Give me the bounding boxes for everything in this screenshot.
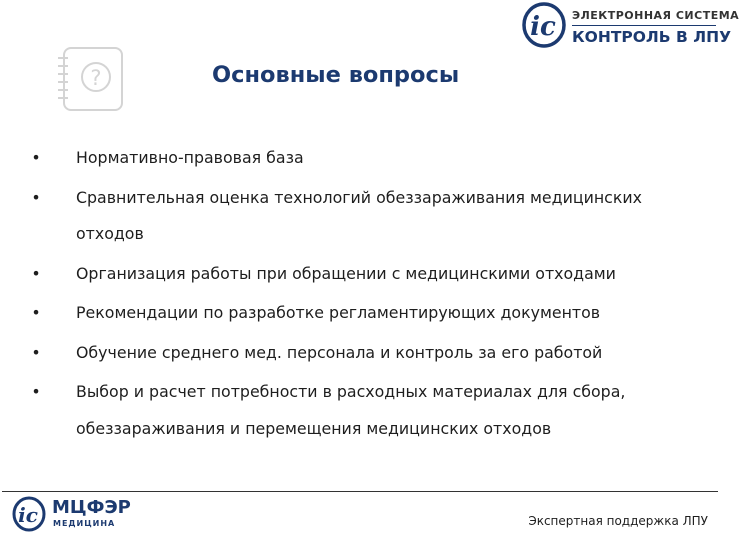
bullet-dot: • — [31, 263, 41, 283]
footer-emblem-icon — [12, 496, 46, 532]
list-item-text: Обучение среднего мед. персонала и контроль за его работой — [76, 342, 603, 362]
list-item-text: Нормативно-правовая база — [76, 148, 304, 167]
list-item — [30, 295, 690, 332]
brand-divider — [572, 25, 716, 26]
list-item — [30, 335, 690, 372]
question-glyph: ? — [90, 66, 102, 90]
brand-emblem-icon — [522, 2, 566, 48]
bullet-dot: • — [31, 187, 41, 207]
list-item — [30, 140, 690, 177]
list-item-text: Выбор и расчет потребности в расходных материалах для сбора, обеззараживания и перемещения медицинских отходов — [76, 382, 626, 438]
list-item-text: Рекомендации по разработке регламентирующих документов — [76, 303, 601, 322]
slide-title: Основные вопросы — [212, 62, 460, 88]
brand-logo — [522, 2, 739, 52]
bullet-dot: • — [31, 148, 41, 167]
footer-logo-name: МЦФЭР — [52, 497, 131, 518]
list-item — [30, 374, 690, 447]
brand-emblem-letters: ic — [530, 12, 556, 42]
footer-divider — [2, 491, 718, 492]
list-item — [30, 180, 690, 253]
list-item-text: Организация работы при обращении с медицинскими отходами — [76, 263, 616, 283]
brand-line-1: ЭЛЕКТРОННАЯ СИСТЕМА — [572, 9, 739, 22]
bullet-dot: • — [31, 303, 41, 322]
list-item-text: Сравнительная оценка технологий обеззараживания медицинских отходов — [76, 187, 643, 243]
footer-emblem-letters: ic — [18, 503, 38, 527]
brand-line-2: КОНТРОЛЬ В ЛПУ — [572, 28, 732, 46]
footer-logo-subtitle: МЕДИЦИНА — [53, 519, 116, 528]
footer-logo — [12, 496, 152, 536]
bullet-dot: • — [31, 342, 41, 362]
question-notebook-icon — [56, 46, 126, 116]
bullet-dot: • — [31, 382, 41, 401]
bullet-list — [30, 140, 690, 450]
footer-support-text: Экспертная поддержка ЛПУ — [528, 514, 708, 528]
list-item — [30, 256, 690, 293]
